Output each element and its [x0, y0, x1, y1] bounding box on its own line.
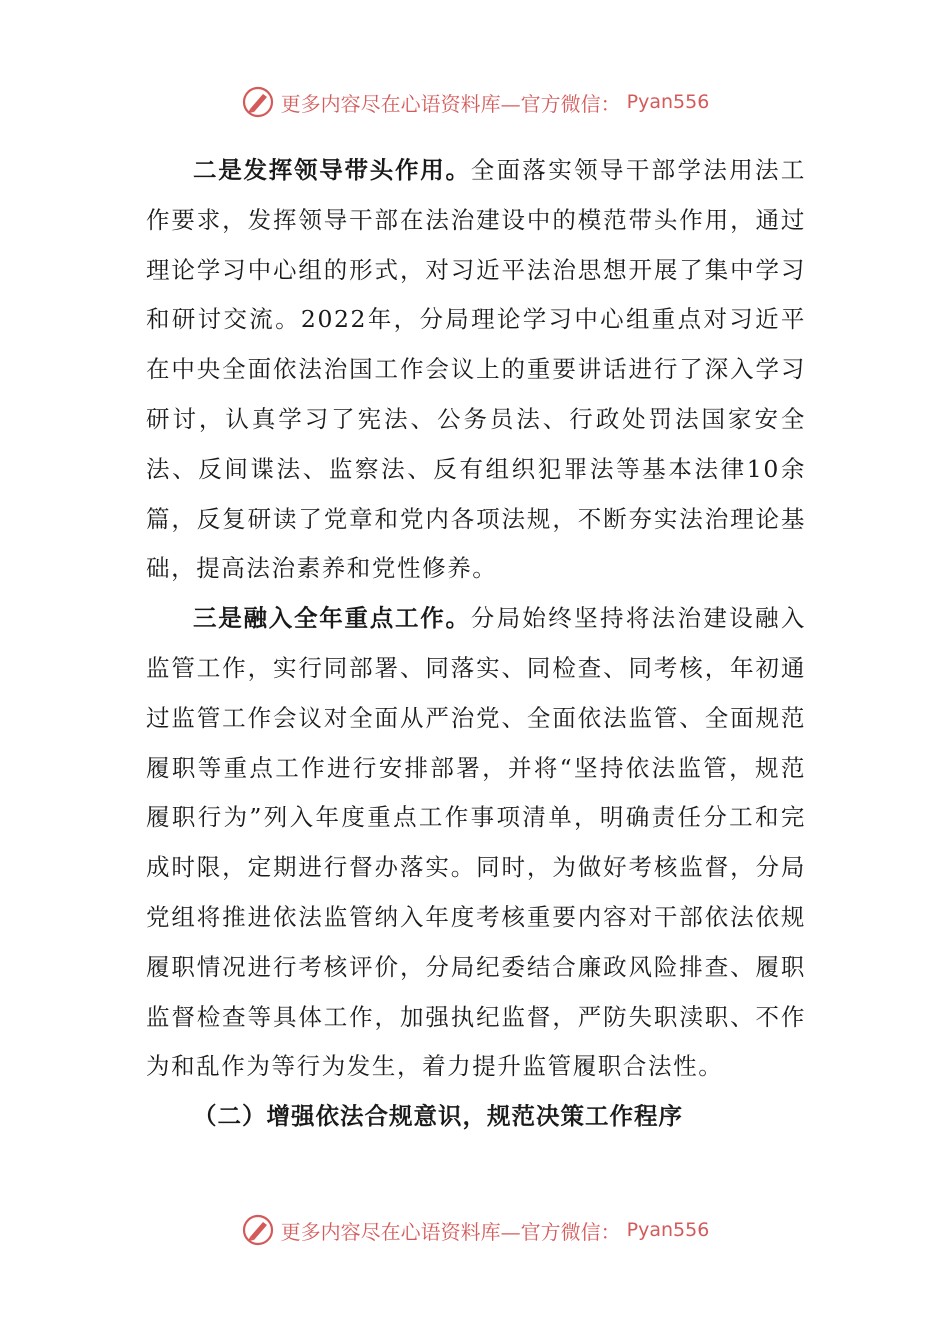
- document-body: [146, 146, 806, 1142]
- watermark-handle: Pyan556: [626, 1219, 710, 1241]
- section-heading: （二）增强依法合规意识，规范决策工作程序: [193, 1102, 683, 1131]
- pen-circle-icon: [241, 85, 275, 119]
- paragraph-key-work: [146, 594, 806, 1092]
- paragraph-leadership: [146, 146, 806, 594]
- paragraph-text: 全面落实领导干部学法用法工作要求，发挥领导干部在法治建设中的模范带头作用，通过理论学习中心组的形式，对习近平法治思想开展了集中学习和研讨交流。2022年，分局理论学习中心组重点对习近平在中央全面依法治国工作会议上的重要讲话进行了深入学习研讨，认真学习了宪法、公务员法、行政处罚法国家安全法、反间谍法、监察法、反有组织犯罪法等基本法律10余篇，反复研读了党章和党内各项法规，不断夯实法治理论基础，提高法治素养和党性修养。: [146, 156, 807, 583]
- watermark-text: 更多内容尽在心语资料库—官方微信：: [280, 1219, 621, 1244]
- paragraph-text: 分局始终坚持将法治建设融入监管工作，实行同部署、同落实、同检查、同考核，年初通过监管工作会议对全面从严治党、全面依法监管、全面规范履职等重点工作进行安排部署，并将“坚持依法监管，规范履职行为”列入年度重点工作事项清单，明确责任分工和完成时限，定期进行督办落实。同时，为做好考核监督，分局党组将推进依法监管纳入年度考核重要内容对干部依法依规履职情况进行考核评价，分局纪委结合廉政风险排查、履职监督检查等具体工作，加强执纪监督，严防失职渎职、不作为和乱作为等行为发生，着力提升监管履职合法性。: [146, 604, 807, 1081]
- watermark-text: 更多内容尽在心语资料库—官方微信：: [280, 91, 621, 116]
- paragraph-lead: 二是发挥领导带头作用。: [193, 156, 471, 184]
- watermark-handle: Pyan556: [626, 91, 710, 113]
- watermark-footer: [0, 1210, 950, 1250]
- watermark-header: [0, 82, 950, 122]
- paragraph-lead: 三是融入全年重点工作。: [193, 604, 471, 633]
- pen-circle-icon: [241, 1213, 275, 1247]
